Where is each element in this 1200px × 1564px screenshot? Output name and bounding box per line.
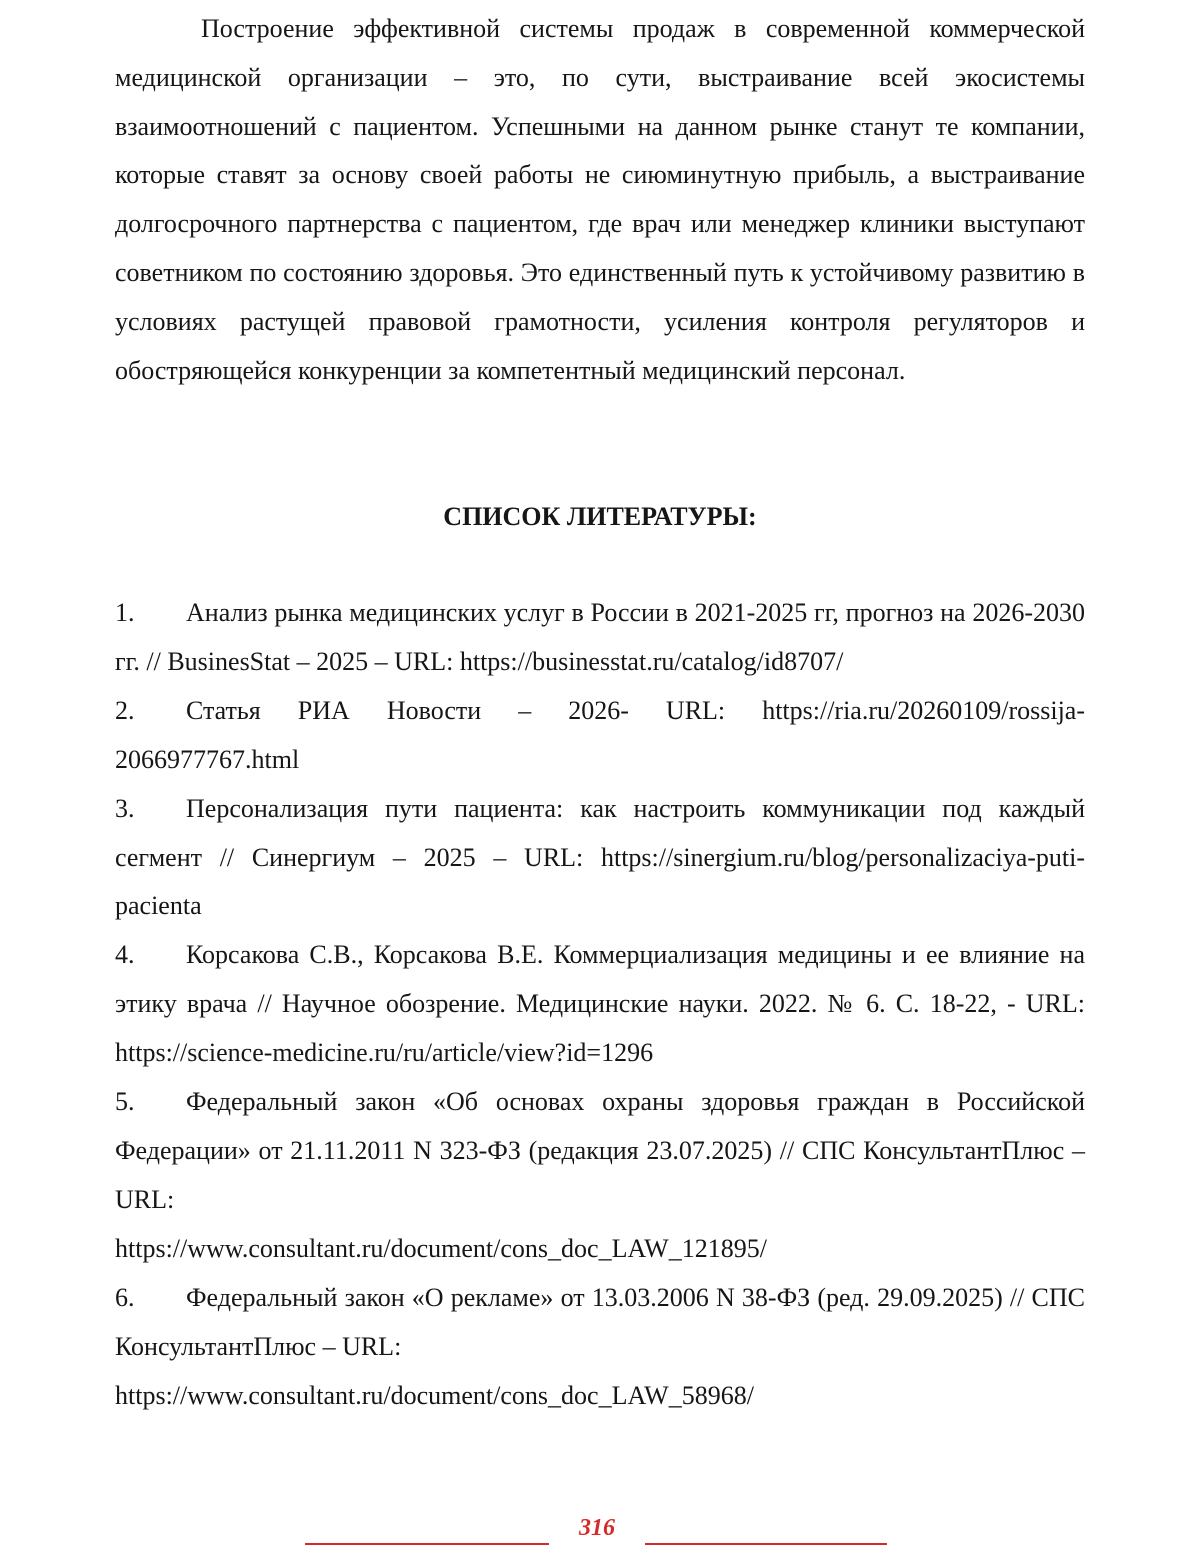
footer-rule-right — [645, 1543, 887, 1545]
reference-number: 5. — [115, 1087, 135, 1117]
reference-url: https://www.consultant.ru/document/cons_doc_LAW_121895/ — [115, 1233, 767, 1263]
reference-number: 1. — [115, 598, 135, 627]
references-list — [115, 589, 1085, 1420]
page-number: 316 — [579, 1515, 615, 1541]
reference-item-2 — [115, 687, 1085, 785]
reference-text: Анализ рынка медицинских услуг в России в 2021-2025 гг, прогноз на 2026-2030 гг. // BusinesStat – 2025 – URL: https://businesstat.ru/catalog/id8707/ — [115, 598, 1085, 676]
reference-number: 6. — [115, 1282, 135, 1312]
reference-url: https://www.consultant.ru/document/cons_doc_LAW_58968/ — [115, 1380, 754, 1410]
conclusion-paragraph: Построение эффективной системы продаж в современной коммерческой медицинской организации – это, по сути, выстраивание всей экосистемы взаимоотношений с пациентом. Успешными на данном рынке станут те компании, которые ставят за основу своей работы не сиюминутную прибыль, а выстраивание долгосрочного партнерства с пациентом, где врач или менеджер клиники выступают советником по состоянию здоровья. Это единственный путь к устойчивому развитию в условиях растущей правовой грамотности, усиления контроля регуляторов и обостряющейся конкуренции за компетентный медицинский персонал. — [115, 14, 1085, 385]
references-title: СПИСОК ЛИТЕРАТУРЫ: — [443, 502, 757, 531]
reference-text: Федеральный закон «О рекламе» от 13.03.2006 N 38-ФЗ (ред. 29.09.2025) // СПС КонсультантПлюс – URL: — [115, 1282, 1085, 1361]
reference-item-1 — [115, 589, 1085, 687]
reference-number: 2. — [115, 695, 135, 725]
reference-item-4 — [115, 931, 1085, 1078]
reference-number: 3. — [115, 793, 135, 823]
reference-main-text — [115, 1078, 1085, 1225]
reference-number: 4. — [115, 940, 135, 970]
reference-main-text — [115, 1274, 1085, 1372]
reference-text: Федеральный закон «Об основах охраны здоровья граждан в Российской Федерации» от 21.11.2011 N 323-ФЗ (редакция 23.07.2025) // СПС КонсультантПлюс – URL: — [115, 1087, 1085, 1214]
reference-text: Статья РИА Новости – 2026- URL: https://ria.ru/20260109/rossija-2066977767.html — [115, 695, 1085, 774]
reference-text: Корсакова С.В., Корсакова В.Е. Коммерциализация медицины и ее влияние на этику врача // Научное обозрение. Медицинские науки. 2022. № 6. С. 18-22, - URL: https://science-medicine.ru/ru/article/view?id=1296 — [115, 940, 1085, 1068]
footer-rule-left — [305, 1543, 549, 1545]
reference-item-6 — [115, 1274, 1085, 1421]
document-page — [115, 0, 1085, 1564]
reference-item-5 — [115, 1078, 1085, 1274]
reference-text: Персонализация пути пациента: как настроить коммуникации под каждый сегмент // Синергиум – 2025 – URL: https://sinergium.ru/blog/personalizaciya-puti-pacienta — [115, 793, 1085, 921]
reference-item-3 — [115, 785, 1085, 932]
page-footer — [0, 1508, 1200, 1548]
